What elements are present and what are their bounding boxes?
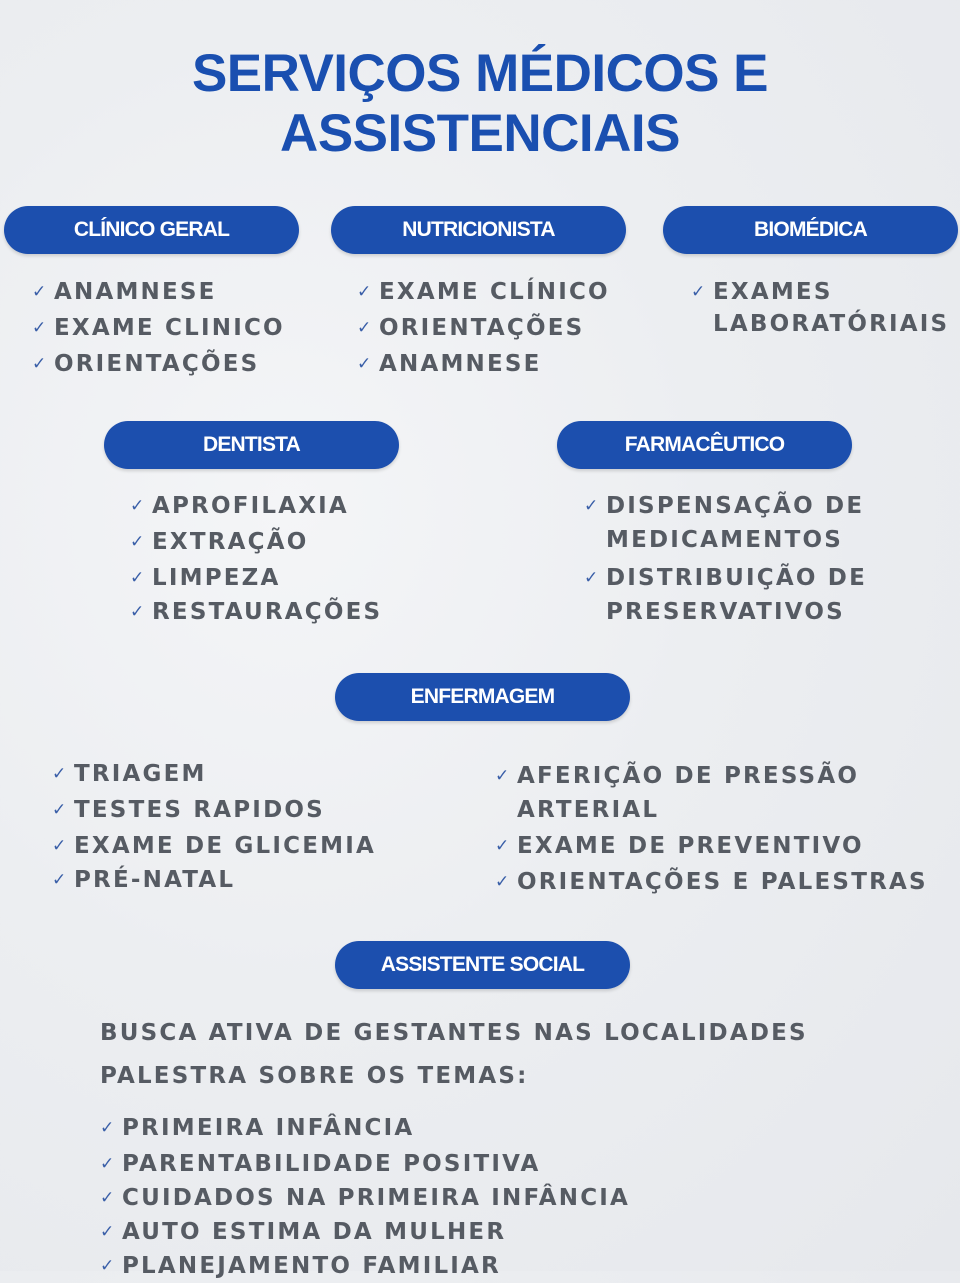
section-biomedica-header: [663, 206, 958, 254]
list-item: ✓ ORIENTAÇÕES E PALESTRAS: [495, 865, 928, 899]
section-clinico-geral-label: CLÍNICO GERAL: [73, 218, 230, 241]
biomedica-list: [691, 275, 949, 339]
clinico-geral-list: [32, 275, 285, 381]
list-item: ✓ ORIENTAÇÕES: [32, 347, 285, 381]
list-item: ✓ TRIAGEM: [52, 757, 376, 791]
enfermagem-left-list: [52, 757, 376, 897]
list-item: ✓ LIMPEZA: [130, 561, 382, 595]
list-item: ✓ EXTRAÇÃO: [130, 525, 382, 559]
check-icon: ✓: [495, 836, 510, 856]
list-item: ✓ EXAMES LABORATÓRIAIS: [691, 275, 949, 339]
social-paragraph-2: PALESTRA SOBRE OS TEMAS:: [100, 1063, 529, 1089]
section-farmaceutico-header: [557, 421, 852, 469]
list-item: ✓ EXAME DE PREVENTIVO: [495, 829, 928, 863]
check-icon: ✓: [100, 1222, 115, 1242]
check-icon: ✓: [52, 764, 67, 784]
check-icon: ✓: [357, 282, 372, 302]
check-icon: ✓: [584, 496, 599, 516]
list-item: ✓ PARENTABILIDADE POSITIVA: [100, 1147, 630, 1181]
list-item: ✓ EXAME DE GLICEMIA: [52, 829, 376, 863]
list-item: ✓ RESTAURAÇÕES: [130, 595, 382, 629]
list-item: ✓ ORIENTAÇÕES: [357, 311, 610, 345]
check-icon: ✓: [584, 568, 599, 588]
check-icon: ✓: [100, 1188, 115, 1208]
section-dentista-label: DENTISTA: [202, 433, 301, 456]
list-item: ✓ AUTO ESTIMA DA MULHER: [100, 1215, 630, 1249]
check-icon: ✓: [52, 800, 67, 820]
dentista-list: [130, 489, 382, 629]
list-item: ✓ PRIMEIRA INFÂNCIA: [100, 1111, 630, 1145]
list-item: ✓ ANAMNESE: [32, 275, 285, 309]
section-farmaceutico-label: FARMACÊUTICO: [624, 433, 785, 456]
section-biomedica-label: BIOMÉDICA: [754, 218, 867, 241]
check-icon: ✓: [130, 602, 145, 622]
check-icon: ✓: [100, 1118, 115, 1138]
list-item: ✓ PRÉ-NATAL: [52, 863, 376, 897]
list-item: ✓ PLANEJAMENTO FAMILIAR: [100, 1249, 630, 1283]
farmaceutico-list: [584, 489, 867, 629]
section-enfermagem-header: [335, 673, 630, 721]
check-icon: ✓: [32, 318, 47, 338]
section-nutricionista-label: NUTRICIONISTA: [402, 218, 555, 241]
check-icon: ✓: [495, 872, 510, 892]
section-nutricionista-header: [331, 206, 626, 254]
list-item: ✓ APROFILAXIA: [130, 489, 382, 523]
list-item: ✓ DISTRIBUIÇÃO DE PRESERVATIVOS: [584, 561, 867, 629]
check-icon: ✓: [357, 318, 372, 338]
check-icon: ✓: [495, 766, 510, 786]
list-item: ✓ CUIDADOS NA PRIMEIRA INFÂNCIA: [100, 1181, 630, 1215]
check-icon: ✓: [32, 354, 47, 374]
check-icon: ✓: [52, 870, 67, 890]
list-item: ✓ TESTES RAPIDOS: [52, 793, 376, 827]
list-item: ✓ DISPENSAÇÃO DE MEDICAMENTOS: [584, 489, 867, 557]
check-icon: ✓: [32, 282, 47, 302]
enfermagem-right-list: [495, 759, 928, 899]
section-assistente-social-label: ASSISTENTE SOCIAL: [380, 953, 585, 976]
list-item: ✓ AFERIÇÃO DE PRESSÃO ARTERIAL: [495, 759, 928, 827]
page-title-line-1: SERVIÇOS MÉDICOS E: [191, 44, 769, 103]
check-icon: ✓: [130, 568, 145, 588]
check-icon: ✓: [357, 354, 372, 374]
check-icon: ✓: [100, 1154, 115, 1174]
section-assistente-social-header: [335, 941, 630, 989]
social-paragraph-1: BUSCA ATIVA DE GESTANTES NAS LOCALIDADES: [100, 1020, 808, 1046]
page-title-line-2: ASSISTENCIAIS: [280, 104, 680, 163]
list-item: ✓ EXAME CLÍNICO: [357, 275, 610, 309]
check-icon: ✓: [130, 532, 145, 552]
section-enfermagem-label: ENFERMAGEM: [410, 685, 555, 708]
social-topics-list: [100, 1111, 630, 1283]
check-icon: ✓: [130, 496, 145, 516]
section-dentista-header: [104, 421, 399, 469]
page-title: [0, 44, 960, 164]
section-clinico-geral-header: [4, 206, 299, 254]
check-icon: ✓: [691, 282, 706, 302]
check-icon: ✓: [52, 836, 67, 856]
list-item: ✓ EXAME CLINICO: [32, 311, 285, 345]
list-item: ✓ ANAMNESE: [357, 347, 610, 381]
check-icon: ✓: [100, 1256, 115, 1276]
nutricionista-list: [357, 275, 610, 381]
